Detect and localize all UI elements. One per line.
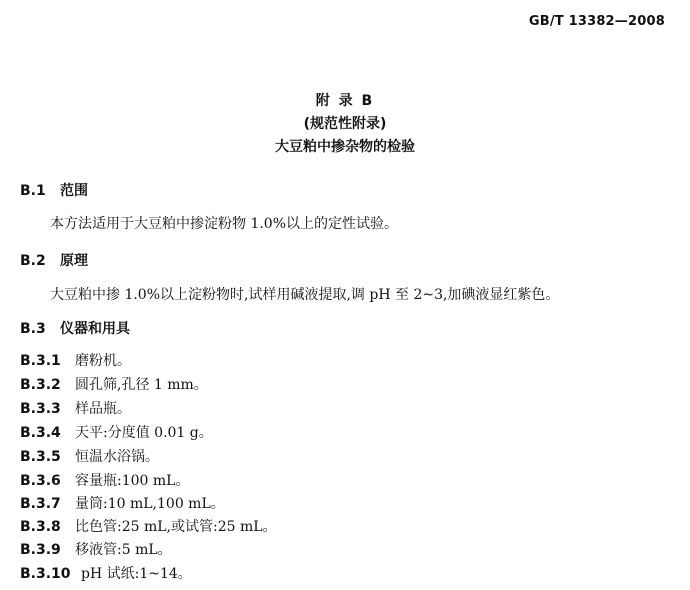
section-title: 仪器和用具	[60, 321, 130, 337]
item-number: B.3.7	[20, 496, 61, 512]
list-item	[20, 446, 159, 466]
principle-paragraph: 大豆粕中掺 1.0%以上淀粉物时,试样用碱液提取,调 pH 至 2~3,加碘液显红紫色。	[50, 287, 560, 303]
appendix-type: (规范性附录)	[303, 116, 387, 132]
list-item	[20, 493, 225, 513]
item-text: 恒温水浴锅。	[75, 449, 159, 465]
appendix-title: 附 录 B	[315, 93, 375, 109]
item-text: 容量瓶:100 mL。	[75, 473, 190, 489]
section-title: 范围	[60, 183, 88, 199]
list-item	[20, 516, 277, 536]
item-text: 天平:分度值 0.01 g。	[75, 425, 213, 441]
item-text: 磨粉机。	[75, 353, 131, 369]
list-item	[20, 374, 208, 394]
scope-paragraph: 本方法适用于大豆粕中掺淀粉物 1.0%以上的定性试验。	[50, 216, 399, 232]
section-number: B.1	[20, 183, 46, 199]
item-text: 圆孔筛,孔径 1 mm。	[75, 377, 208, 393]
section-number: B.2	[20, 253, 46, 269]
list-item	[20, 422, 213, 442]
standard-number: GB/T 13382—2008	[528, 14, 665, 29]
section-heading-apparatus	[20, 318, 130, 338]
list-item	[20, 563, 192, 583]
list-item	[20, 398, 131, 418]
item-number: B.3.9	[20, 542, 61, 558]
item-text: 比色管:25 mL,或试管:25 mL。	[75, 519, 277, 535]
section-heading-scope	[20, 180, 88, 200]
item-number: B.3.4	[20, 425, 61, 441]
item-number: B.3.6	[20, 473, 61, 489]
list-item	[20, 539, 172, 559]
item-number: B.3.1	[20, 353, 61, 369]
item-number: B.3.10	[20, 566, 71, 582]
item-number: B.3.2	[20, 377, 61, 393]
item-number: B.3.8	[20, 519, 61, 535]
appendix-subject: 大豆粕中掺杂物的检验	[275, 139, 415, 155]
item-text: 样品瓶。	[75, 401, 131, 417]
item-text: 量筒:10 mL,100 mL。	[75, 496, 225, 512]
item-number: B.3.5	[20, 449, 61, 465]
section-title: 原理	[60, 253, 88, 269]
section-number: B.3	[20, 321, 46, 337]
list-item	[20, 350, 131, 370]
list-item	[20, 470, 189, 490]
item-text: 移液管:5 mL。	[75, 542, 172, 558]
section-heading-principle	[20, 250, 88, 270]
item-text: pH 试纸:1~14。	[81, 566, 192, 582]
item-number: B.3.3	[20, 401, 61, 417]
